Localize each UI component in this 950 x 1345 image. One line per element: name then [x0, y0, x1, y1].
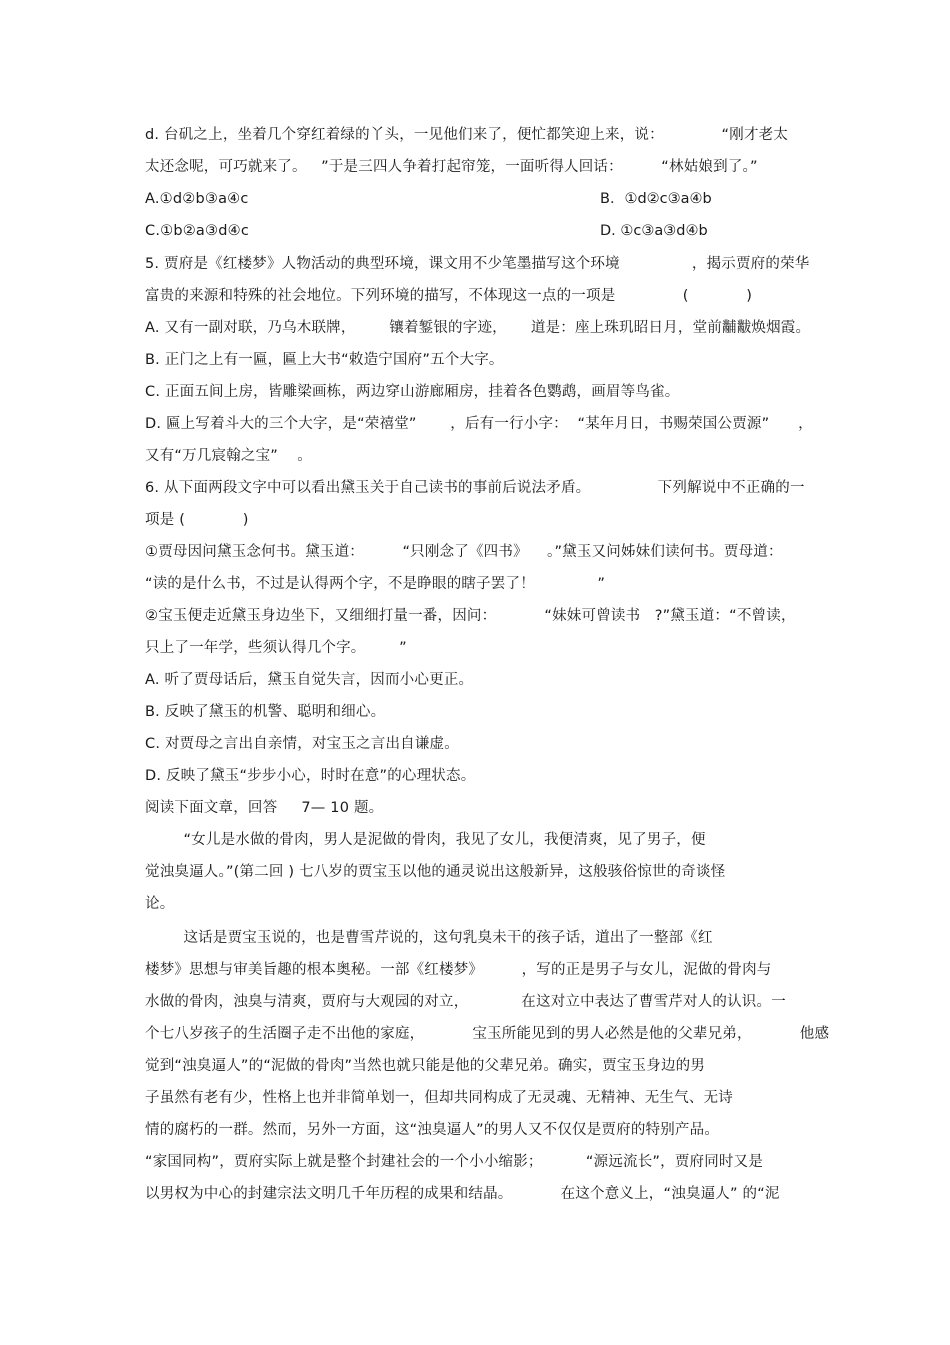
reading-instruction: 阅读下面文章，回答 7— 10 题。	[145, 800, 384, 816]
text-line: 只上了一年学，些须认得几个字。 ”	[145, 640, 407, 656]
text-line: d. 台矶之上，坐着几个穿红着绿的丫头，一见他们来了，便忙都笑迎上来，说： “刚才老太	[145, 127, 789, 143]
option-a: A. 又有一副对联，乃乌木联牌， 镶着錾银的字迹， 道是：座上珠玑昭日月，堂前黼黻焕烟霞。	[145, 320, 811, 336]
passage-line: 情的腐朽的一群。然而，另外一方面，这“浊臭逼人”的男人又不仅仅是贾府的特别产品。	[145, 1122, 720, 1138]
option-d: D. 匾上写着斗大的三个大字，是“荣禧堂” ，后有一行小字： “某年月日，书赐荣国公贾源” ，	[145, 416, 813, 432]
passage-line: 觉到“浊臭逼人”的“泥做的骨肉”当然也就只能是他的父辈兄弟。确实，贾宝玉身边的男	[145, 1058, 706, 1074]
option-c: C. 正面五间上房，皆雕梁画栋，两边穿山游廊厢房，挂着各色鹦鹉，画眉等鸟雀。	[145, 384, 680, 400]
option-d: D. ①c③a③d④b	[600, 223, 708, 239]
text-line: “读的是什么书，不过是认得两个字，不是睁眼的瞎子罢了！ ”	[145, 576, 606, 592]
text-line: ①贾母因问黛玉念何书。黛玉道： “只刚念了《四书》 。”黛玉又问姊妹们读何书。贾母道：	[145, 544, 783, 560]
text-line: ②宝玉便走近黛玉身边坐下，又细细打量一番，因问： “妹妹可曾读书 ?”黛玉道：“不曾读，	[145, 608, 796, 624]
passage-line: 楼梦》思想与审美旨趣的根本奥秘。一部《红楼梦》 ，写的正是男子与女儿，泥做的骨肉与	[145, 962, 772, 978]
option-d: D. 反映了黛玉“步步小心，时时在意”的心理状态。	[145, 768, 476, 784]
text-line: 富贵的来源和特殊的社会地位。下列环境的描写，不体现这一点的一项是 ( )	[145, 288, 753, 304]
text-line: 又有“万几宸翰之宝” 。	[145, 448, 312, 464]
passage-line: 这话是贾宝玉说的，也是曹雪芹说的，这句乳臭未干的孩子话，道出了一整部《红	[145, 930, 713, 946]
option-a: A. 听了贾母话后，黛玉自觉失言，因而小心更正。	[145, 672, 474, 688]
passage-line: 论。	[145, 896, 175, 912]
option-c: C. 对贾母之言出自亲情，对宝玉之言出自谦虚。	[145, 736, 459, 752]
passage-line: “女儿是水做的骨肉，男人是泥做的骨肉，我见了女儿，我便清爽，见了男子，便	[145, 832, 706, 848]
passage-line: 水做的骨肉，浊臭与清爽，贾府与大观园的对立， 在这对立中表达了曹雪芹对人的认识。一	[145, 994, 786, 1010]
passage-line: “家国同构”，贾府实际上就是整个封建社会的一个小小缩影； “源远流长”，贾府同时又是	[145, 1154, 764, 1170]
option-c: C.①b②a③d④c	[145, 223, 249, 239]
passage-line: 子虽然有老有少，性格上也并非简单划一，但却共同构成了无灵魂、无精神、无生气、无诗	[145, 1090, 733, 1106]
passage-line: 以男权为中心的封建宗法文明几千年历程的成果和结晶。 在这个意义上，“浊臭逼人” 的“泥	[145, 1186, 780, 1202]
option-b: B. 反映了黛玉的机警、聪明和细心。	[145, 704, 386, 720]
text-line: 太还念呢，可巧就来了。 ”于是三四人争着打起帘笼，一面听得人回话： “林姑娘到了。”	[145, 159, 758, 175]
question-6: 6. 从下面两段文字中可以看出黛玉关于自己读书的事前后说法矛盾。 下列解说中不正确的一	[145, 480, 805, 496]
option-b: B．①d②c③a④b	[600, 191, 712, 207]
passage-line: 觉浊臭逼人。”(第二回 ) 七八岁的贾宝玉以他的通灵说出这般新异，这般骇俗惊世的奇谈怪	[145, 864, 726, 880]
passage-line: 个七八岁孩子的生活圈子走不出他的家庭， 宝玉所能见到的男人必然是他的父辈兄弟， 他感	[145, 1026, 830, 1042]
question-5: 5. 贾府是《红楼梦》人物活动的典型环境，课文用不少笔墨描写这个环境 ，揭示贾府的荣华	[145, 256, 810, 272]
text-line: 项是 ( )	[145, 512, 249, 528]
option-a: A.①d②b③a④c	[145, 191, 249, 207]
option-b: B. 正门之上有一匾，匾上大书“敕造宁国府”五个大字。	[145, 352, 504, 368]
